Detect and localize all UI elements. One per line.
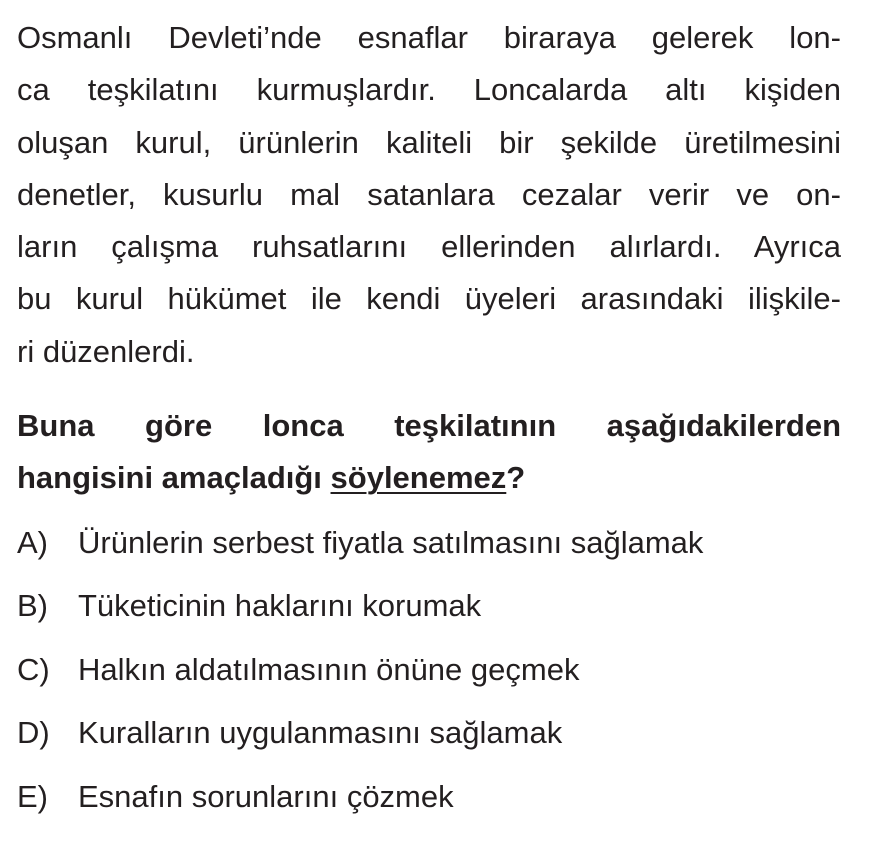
passage-text: [17, 0, 841, 378]
option-letter: D): [17, 715, 50, 751]
passage-line: Osmanlı Devleti’nde esnaflar biraraya gelerek lon-: [17, 20, 841, 55]
option-letter: E): [17, 778, 48, 814]
option-text: Kuralların uygulanmasını sağlamak: [78, 715, 563, 751]
passage-line: oluşan kurul, ürünlerin kaliteli bir şekilde üretilmesini: [17, 124, 841, 160]
passage-line: ri düzenlerdi.: [17, 333, 195, 369]
option-text: Tüketicinin haklarını korumak: [78, 588, 482, 624]
passage-line: bu kurul hükümet ile kendi üyeleri arasındaki ilişkile-: [17, 281, 841, 317]
question-line-prefix: hangisini amaçladığı: [17, 460, 331, 496]
question-stem: [17, 400, 841, 505]
question-line: [17, 452, 841, 504]
option-text: Esnafın sorunlarını çözmek: [78, 778, 454, 814]
question-line: Buna göre lonca teşkilatının aşağıdakilerden: [17, 408, 841, 444]
option-a[interactable]: [17, 511, 841, 575]
question-page: [17, 0, 841, 828]
passage-line: ların çalışma ruhsatlarını ellerinden alırlardı. Ayrıca: [17, 229, 841, 265]
passage-line: denetler, kusurlu mal satanlara cezalar verir ve on-: [17, 176, 841, 212]
option-letter: B): [17, 588, 48, 624]
option-d[interactable]: [17, 701, 841, 765]
option-e[interactable]: [17, 765, 841, 829]
passage-line: ca teşkilatını kurmuşlardır. Loncalarda altı kişiden: [17, 72, 841, 108]
answer-options: [17, 511, 841, 829]
option-text: Ürünlerin serbest fiyatla satılmasını sağlamak: [78, 524, 704, 560]
option-c[interactable]: [17, 638, 841, 702]
option-letter: A): [17, 524, 48, 560]
option-letter: C): [17, 651, 50, 687]
question-mark: ?: [506, 460, 526, 496]
option-b[interactable]: [17, 574, 841, 638]
option-text: Halkın aldatılmasının önüne geçmek: [78, 651, 580, 687]
negation-word: söylenemez: [330, 460, 507, 496]
